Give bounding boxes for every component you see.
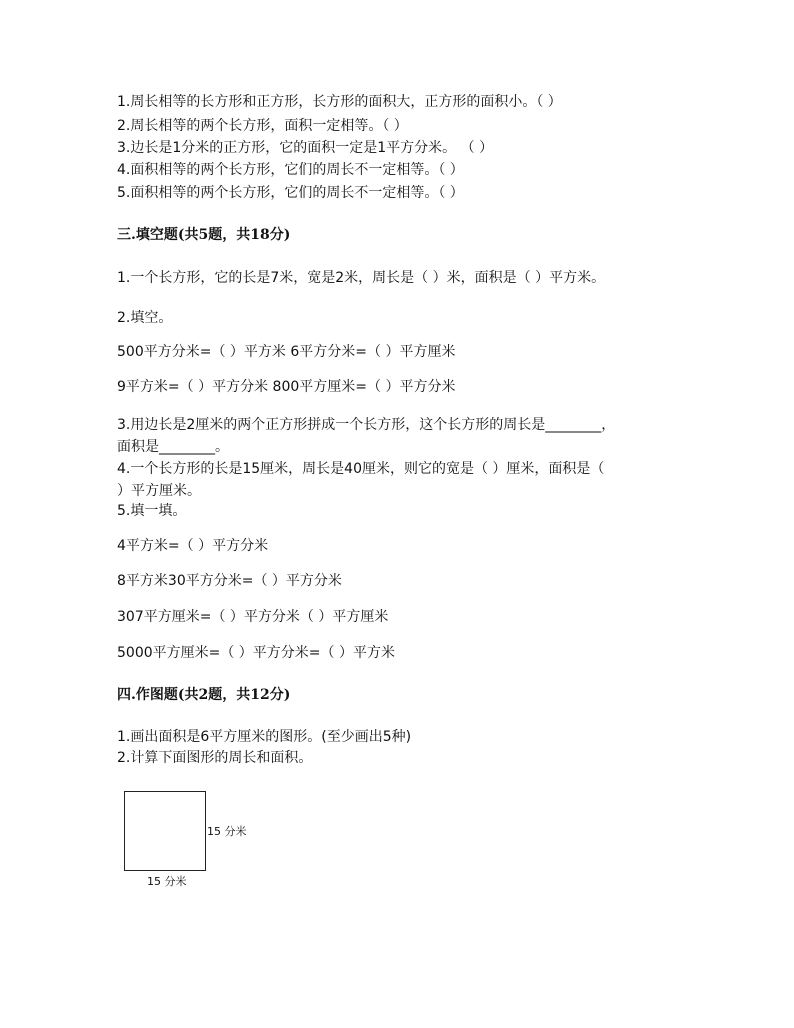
section-heading-drawing: 四.作图题(共2题，共12分) (117, 687, 291, 703)
fill-question-3-line-2: 面积是________。 (117, 439, 229, 455)
fill-question-3-line-1: 3.用边长是2厘米的两个正方形拼成一个长方形，这个长方形的周长是________， (117, 417, 616, 433)
drawing-question-2: 2.计算下面图形的周长和面积。 (117, 750, 313, 766)
judgement-item-4: 4.面积相等的两个长方形，它们的周长不一定相等。（ ） (117, 162, 464, 178)
fill-question-4-line-2: ）平方厘米。 (117, 483, 201, 499)
square-right-side-label: 15 分米 (207, 825, 247, 838)
fill-question-1: 1.一个长方形，它的长是7米，宽是2米，周长是（ ）米，面积是（ ）平方米。 (117, 270, 606, 286)
square-bottom-side-label: 15 分米 (147, 875, 187, 888)
fill-question-2: 2.填空。 (117, 310, 173, 326)
judgement-item-5: 5.面积相等的两个长方形，它们的周长不一定相等。（ ） (117, 185, 464, 201)
fill-question-2-row-a: 500平方分米=（ ）平方米 6平方分米=（ ）平方厘米 (117, 344, 456, 360)
judgement-item-1: 1.周长相等的长方形和正方形，长方形的面积大，正方形的面积小。（ ） (117, 94, 562, 110)
fill-question-2-row-b: 9平方米=（ ）平方分米 800平方厘米=（ ）平方分米 (117, 379, 456, 395)
drawing-question-1: 1.画出面积是6平方厘米的图形。(至少画出5种) (117, 729, 412, 745)
fill-question-5-row-a: 4平方米=（ ）平方分米 (117, 538, 269, 554)
fill-question-5-row-c: 307平方厘米=（ ）平方分米（ ）平方厘米 (117, 609, 389, 625)
square-shape (124, 791, 206, 871)
fill-question-5-row-b: 8平方米30平方分米=（ ）平方分米 (117, 573, 342, 589)
section-heading-fill-in: 三.填空题(共5题，共18分) (117, 227, 291, 243)
fill-question-5-row-d: 5000平方厘米=（ ）平方分米=（ ）平方米 (117, 645, 395, 661)
square-figure (124, 791, 254, 891)
judgement-item-2: 2.周长相等的两个长方形，面积一定相等。（ ） (117, 118, 408, 134)
judgement-item-3: 3.边长是1分米的正方形，它的面积一定是1平方分米。 （ ） (117, 140, 494, 156)
fill-question-4-line-1: 4.一个长方形的长是15厘米，周长是40厘米，则它的宽是（ ）厘米，面积是（ (117, 461, 605, 477)
fill-question-5: 5.填一填。 (117, 503, 187, 519)
